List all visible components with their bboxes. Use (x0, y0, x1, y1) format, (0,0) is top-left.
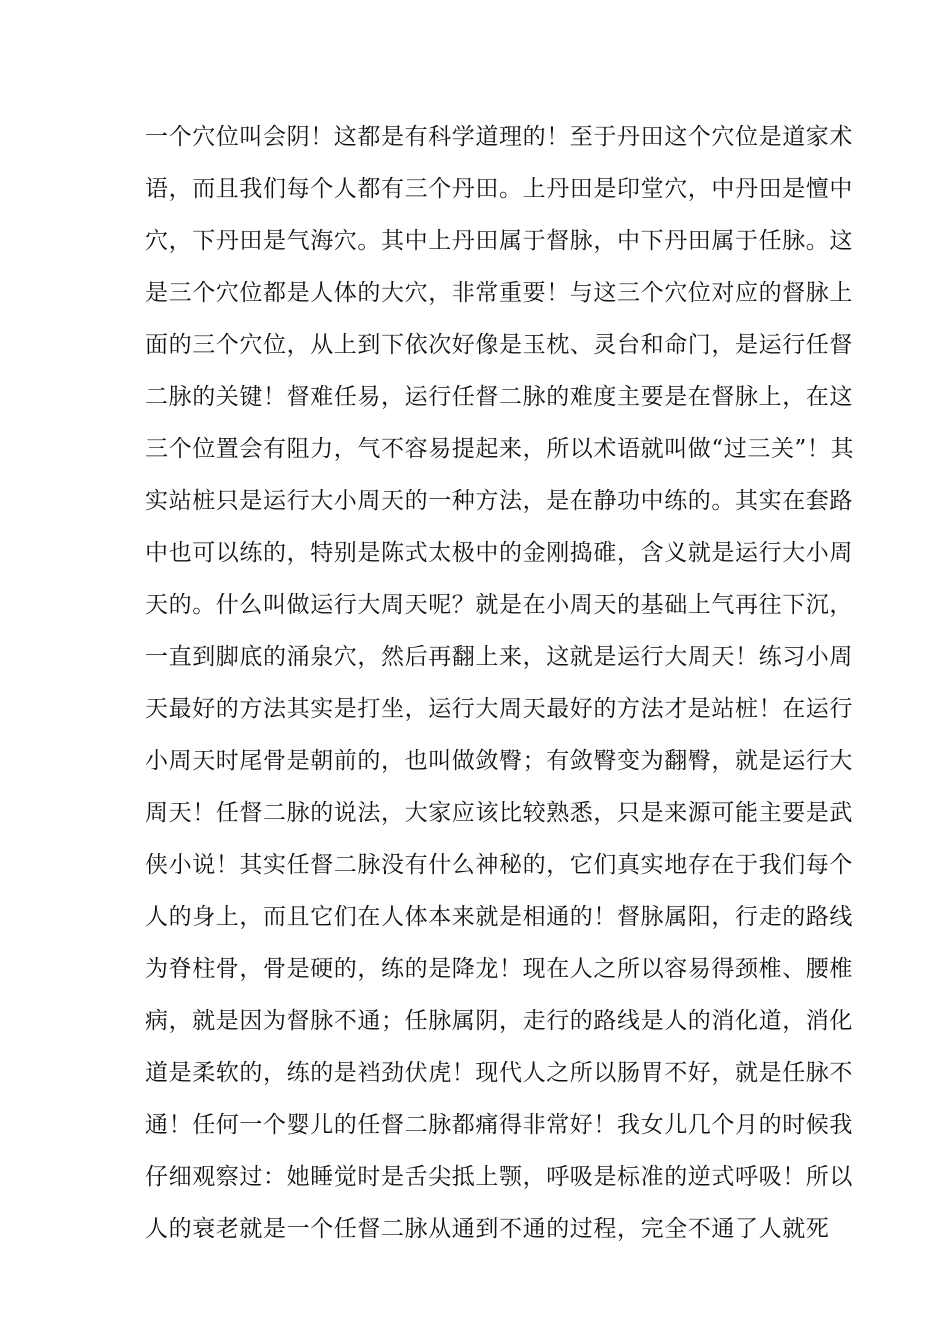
text-line: 一直到脚底的涌泉穴，然后再翻上来，这就是运行大周天！练习小周 (145, 644, 853, 670)
text-line: 中也可以练的，特别是陈式太极中的金刚捣碓，含义就是运行大小周 (145, 540, 853, 566)
text-line: 三个位置会有阻力，气不容易提起来，所以术语就叫做“过三关”！其 (145, 436, 855, 462)
text-line: 小周天时尾骨是朝前的，也叫做敛臀；有敛臀变为翻臀，就是运行大 (145, 748, 853, 774)
text-line: 仔细观察过：她睡觉时是舌尖抵上颚，呼吸是标准的逆式呼吸！所以 (145, 1164, 853, 1190)
text-line: 实站桩只是运行大小周天的一种方法，是在静功中练的。其实在套路 (145, 488, 853, 514)
text-line: 道是柔软的，练的是裆劲伏虎！现代人之所以肠胃不好，就是任脉不 (145, 1060, 853, 1086)
text-line: 面的三个穴位，从上到下依次好像是玉枕、灵台和命门，是运行任督 (145, 332, 853, 358)
text-line: 周天！任督二脉的说法，大家应该比较熟悉，只是来源可能主要是武 (145, 800, 853, 826)
text-line: 病，就是因为督脉不通；任脉属阴，走行的路线是人的消化道，消化 (145, 1008, 853, 1034)
text-line: 一个穴位叫会阴！这都是有科学道理的！至于丹田这个穴位是道家术 (145, 124, 853, 150)
text-line: 语，而且我们每个人都有三个丹田。上丹田是印堂穴，中丹田是憻中 (145, 176, 853, 202)
text-line: 为脊柱骨，骨是硬的，练的是降龙！现在人之所以容易得颈椎、腰椎 (145, 956, 853, 982)
text-line: 穴，下丹田是气海穴。其中上丹田属于督脉，中下丹田属于任脉。这 (145, 228, 853, 254)
text-line: 通！任何一个婴儿的任督二脉都痛得非常好！我女儿几个月的时候我 (145, 1112, 853, 1138)
text-line: 人的衰老就是一个任督二脉从通到不通的过程，完全不通了人就死 (145, 1216, 830, 1242)
text-line: 人的身上，而且它们在人体本来就是相通的！督脉属阳，行走的路线 (145, 904, 853, 930)
text-line: 二脉的关键！督难任易，运行任督二脉的难度主要是在督脉上，在这 (145, 384, 853, 410)
text-line: 天最好的方法其实是打坐，运行大周天最好的方法才是站桩！在运行 (145, 696, 853, 722)
text-line: 侠小说！其实任督二脉没有什么神秘的，它们真实地存在于我们每个 (145, 852, 853, 878)
text-line: 天的。什么叫做运行大周天呢？就是在小周天的基础上气再往下沉， (145, 592, 853, 618)
text-line: 是三个穴位都是人体的大穴，非常重要！与这三个穴位对应的督脉上 (145, 280, 853, 306)
